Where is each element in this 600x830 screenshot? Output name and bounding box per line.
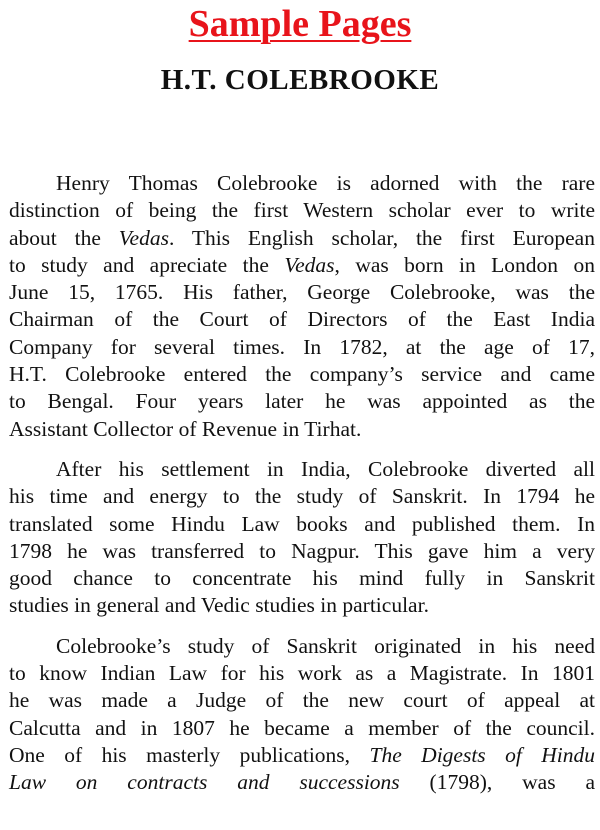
chapter-title: H.T. COLEBROOKE bbox=[160, 64, 440, 96]
text-line: June 15, 1765. His father, George Colebrooke, was the bbox=[9, 280, 595, 305]
text-line: to Bengal. Four years later he was appointed as the bbox=[9, 389, 595, 414]
text-line: his time and energy to the study of Sanskrit. In 1794 he bbox=[9, 484, 595, 509]
text-line: Assistant Collector of Revenue in Tirhat. bbox=[9, 416, 362, 441]
text-line: he was made a Judge of the new court of appeal at bbox=[9, 688, 595, 713]
text-line: One of his masterly publications, The Digests of Hindu bbox=[9, 742, 595, 767]
sample-pages-label: Sample Pages bbox=[188, 3, 412, 45]
text-line: translated some Hindu Law books and published them. In bbox=[9, 511, 595, 536]
text-line: to know Indian Law for his work as a Magistrate. In 1801 bbox=[9, 661, 595, 686]
text-line: Henry Thomas Colebrooke is adorned with the rare bbox=[56, 171, 595, 195]
text-line: After his settlement in India, Colebrooke diverted all bbox=[56, 456, 595, 481]
paragraph-1 bbox=[9, 170, 595, 443]
document-body bbox=[9, 170, 595, 810]
text-line: Law on contracts and successions (1798), was a bbox=[9, 770, 595, 795]
text-line: good chance to concentrate his mind fully in Sanskrit bbox=[9, 566, 595, 591]
text-line: to study and apreciate the Vedas, was born in London on bbox=[9, 252, 595, 277]
paragraph-3 bbox=[9, 633, 595, 797]
text-line: H.T. Colebrooke entered the company’s service and came bbox=[9, 362, 595, 387]
text-line: distinction of being the first Western scholar ever to write bbox=[9, 198, 595, 223]
text-line: Calcutta and in 1807 he became a member of the council. bbox=[9, 715, 595, 740]
text-line: about the Vedas. This English scholar, the first European bbox=[9, 225, 595, 250]
text-line: Chairman of the Court of Directors of the East India bbox=[9, 307, 595, 332]
text-line: Company for several times. In 1782, at the age of 17, bbox=[9, 334, 595, 359]
text-line: 1798 he was transferred to Nagpur. This gave him a very bbox=[9, 538, 595, 563]
text-line: Colebrooke’s study of Sanskrit originated in his need bbox=[56, 633, 595, 658]
text-line: studies in general and Vedic studies in particular. bbox=[9, 593, 429, 618]
sample-pages-banner bbox=[0, 2, 600, 46]
paragraph-2 bbox=[9, 456, 595, 620]
